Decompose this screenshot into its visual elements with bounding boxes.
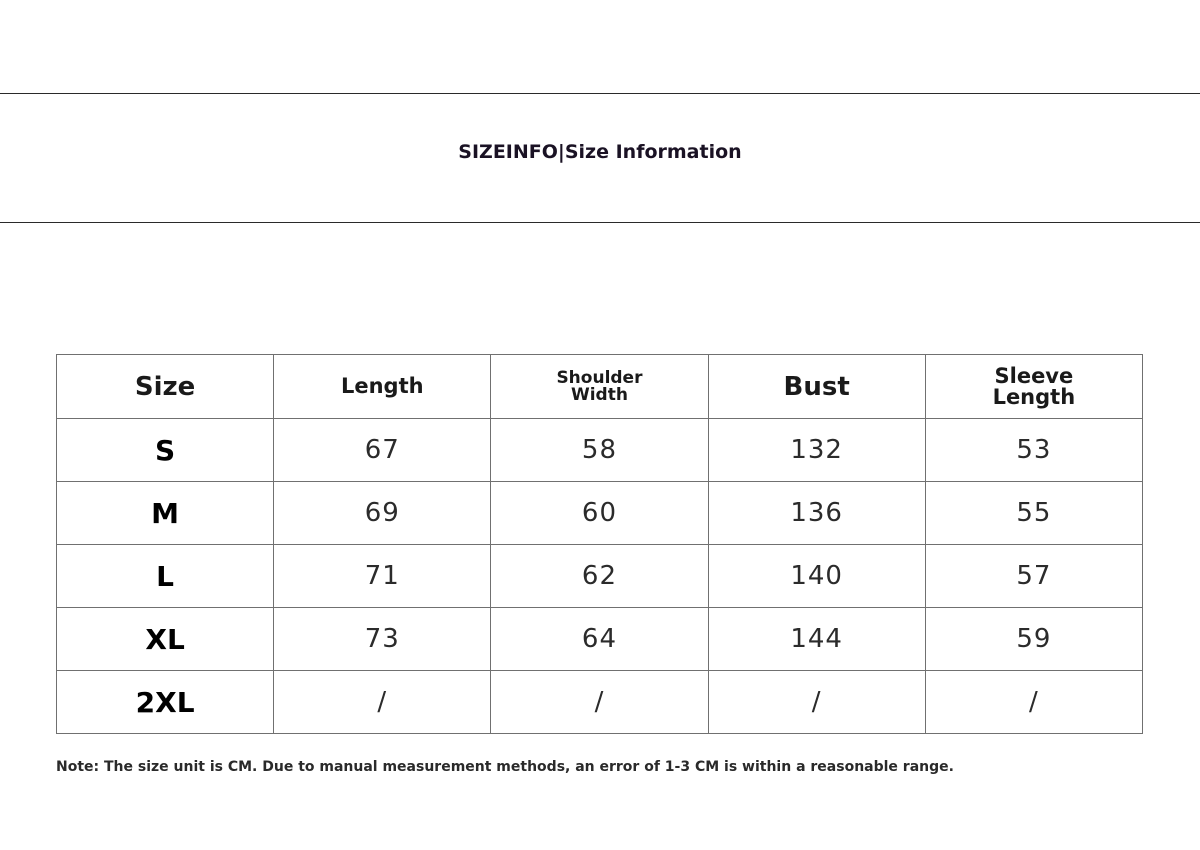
sleeve-length-cell: 55 <box>925 482 1142 545</box>
shoulder-width-cell: 62 <box>491 545 708 608</box>
size-cell: L <box>57 545 274 608</box>
column-header-size <box>57 355 274 419</box>
table-row <box>57 608 1143 671</box>
table-row <box>57 419 1143 482</box>
length-cell: 73 <box>274 608 491 671</box>
length-cell: / <box>274 671 491 734</box>
table-row <box>57 671 1143 734</box>
size-cell: S <box>57 419 274 482</box>
length-cell: 69 <box>274 482 491 545</box>
table-row <box>57 545 1143 608</box>
column-header-length <box>274 355 491 419</box>
table-header-row <box>57 355 1143 419</box>
sleeve-length-cell: / <box>925 671 1142 734</box>
page-title: SIZEINFO|Size Information <box>458 141 742 163</box>
shoulder-width-cell: 60 <box>491 482 708 545</box>
bust-cell: / <box>708 671 925 734</box>
sleeve-length-cell: 57 <box>925 545 1142 608</box>
column-header-shoulder-width <box>491 355 708 419</box>
column-header-sleeve-length <box>925 355 1142 419</box>
column-header-label: Length <box>340 374 424 398</box>
sleeve-length-cell: 53 <box>925 419 1142 482</box>
column-header-label: Sleeve Length <box>992 363 1076 409</box>
bust-cell: 132 <box>708 419 925 482</box>
column-header-label: Size <box>134 371 196 402</box>
size-cell: XL <box>57 608 274 671</box>
column-header-bust <box>708 355 925 419</box>
column-header-label: Bust <box>783 371 850 402</box>
bust-cell: 144 <box>708 608 925 671</box>
sleeve-length-cell: 59 <box>925 608 1142 671</box>
shoulder-width-cell: / <box>491 671 708 734</box>
bust-cell: 140 <box>708 545 925 608</box>
measurement-note: Note: The size unit is CM. Due to manual measurement methods, an error of 1-3 CM is within a reasonable range. <box>56 759 954 775</box>
shoulder-width-cell: 58 <box>491 419 708 482</box>
table-row <box>57 482 1143 545</box>
top-divider <box>0 93 1200 94</box>
size-table <box>56 354 1143 734</box>
size-cell: M <box>57 482 274 545</box>
shoulder-width-cell: 64 <box>491 608 708 671</box>
length-cell: 67 <box>274 419 491 482</box>
bust-cell: 136 <box>708 482 925 545</box>
size-cell: 2XL <box>57 671 274 734</box>
bottom-divider <box>0 222 1200 223</box>
column-header-label: Shoulder Width <box>556 367 643 405</box>
length-cell: 71 <box>274 545 491 608</box>
